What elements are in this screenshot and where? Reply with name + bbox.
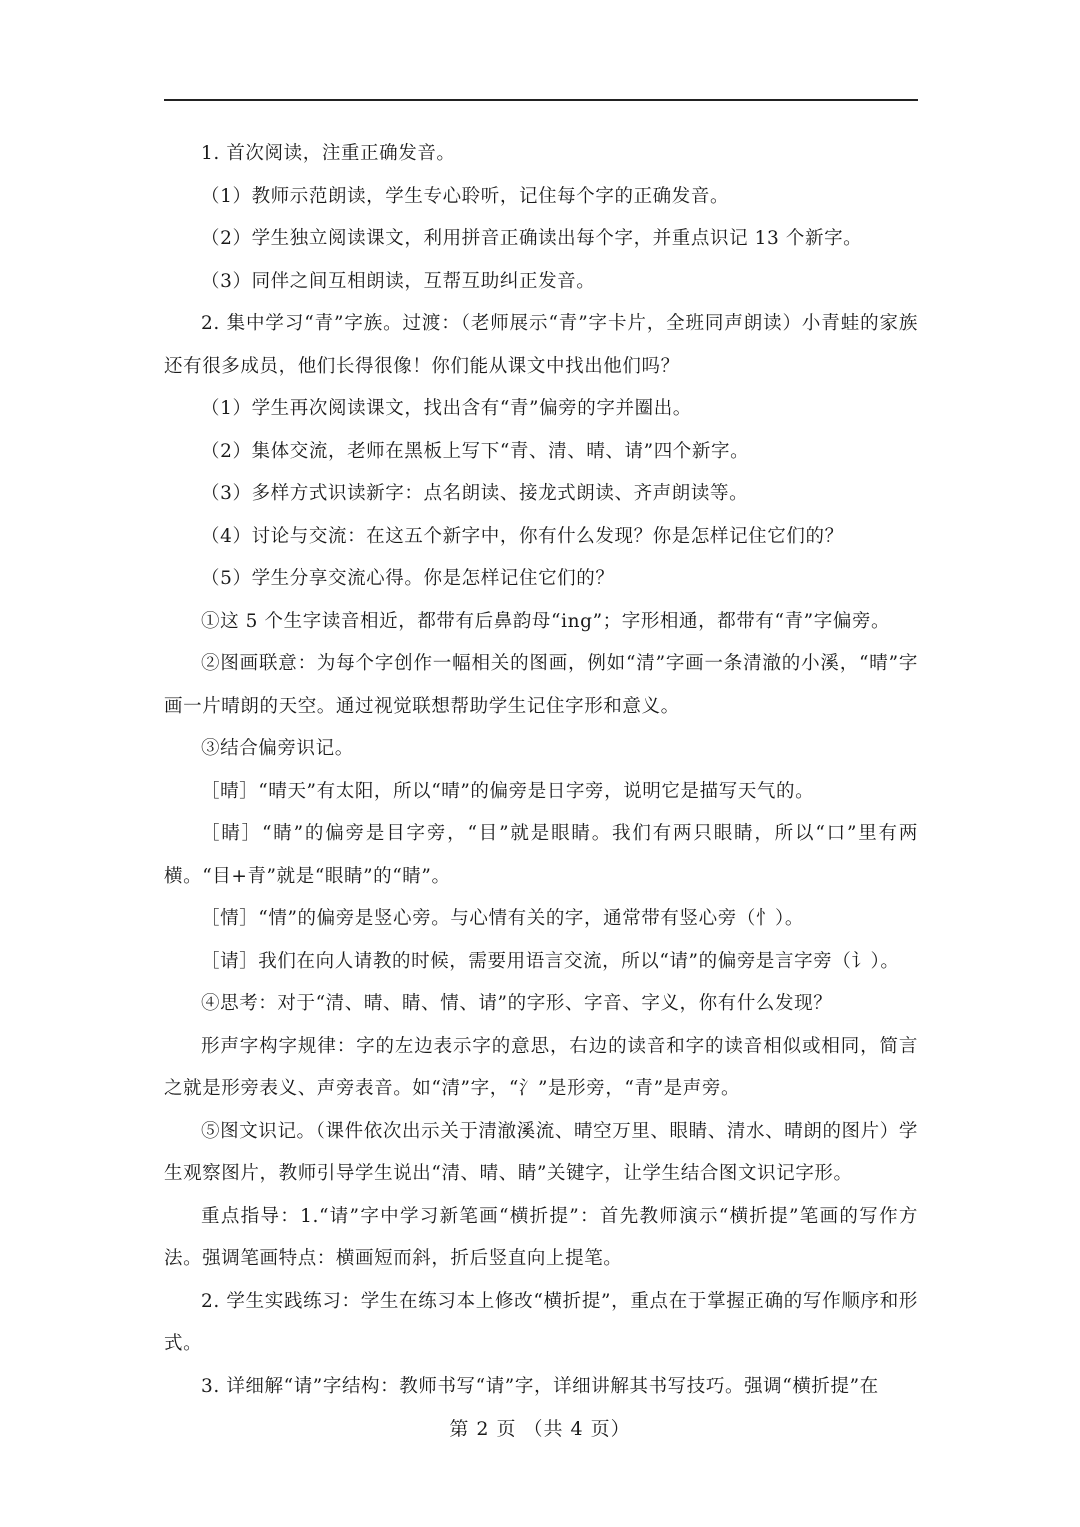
paragraph: （2）学生独立阅读课文，利用拼音正确读出每个字，并重点识记 13 个新字。: [201, 228, 863, 249]
paragraph: ［请］我们在向人请教的时候，需要用语言交流，所以“请”的偏旁是言字旁（讠）。: [201, 950, 900, 972]
paragraph: ②图画联意：为每个字创作一幅相关的图画，例如“清”字画一条清澈的小溪，“晴”字画一片晴朗的天空。通过视觉联想帮助学生记住字形和意义。: [164, 653, 918, 717]
paragraph: （4）讨论与交流：在这五个新字中，你有什么发现？你是怎样记住它们的？: [201, 525, 844, 547]
paragraph: （2）集体交流，老师在黑板上写下“青、清、晴、请”四个新字。: [201, 440, 750, 462]
paragraph: 1. 首次阅读，注重正确发音。: [201, 143, 456, 164]
paragraph: ⑤图文识记。（课件依次出示关于清澈溪流、晴空万里、眼睛、清水、晴朗的图片）学生观察图片，教师引导学生说出“清、晴、睛”关键字，让学生结合图文识记字形。: [164, 1120, 918, 1184]
paragraph: 重点指导：1.“请”字中学习新笔画“横折提”：首先教师演示“横折提”笔画的写作方法。强调笔画特点：横画短而斜，折后竖直向上提笔。: [164, 1205, 918, 1269]
document-body: [164, 133, 918, 1408]
paragraph: ④思考：对于“清、晴、睛、情、请”的字形、字音、字义，你有什么发现？: [201, 993, 833, 1014]
paragraph: 2. 学生实践练习：学生在练习本上修改“横折提”，重点在于掌握正确的写作顺序和形式。: [164, 1290, 918, 1354]
paragraph: （1）教师示范朗读，学生专心聆听，记住每个字的正确发音。: [201, 185, 730, 207]
header-rule: [164, 99, 918, 101]
paragraph: ［晴］“晴天”有太阳，所以“晴”的偏旁是日字旁，说明它是描写天气的。: [201, 780, 815, 802]
paragraph: （3）多样方式识读新字：点名朗读、接龙式朗读、齐声朗读等。: [201, 483, 749, 504]
paragraph: 2. 集中学习“青”字族。过渡：（老师展示“青”字卡片，全班同声朗读）小青蛙的家族还有很多成员，他们长得很像！你们能从课文中找出他们吗？: [164, 313, 918, 377]
paragraph: ③结合偏旁识记。: [201, 738, 354, 759]
paragraph: （1）学生再次阅读课文，找出含有“青”偏旁的字并圈出。: [201, 398, 692, 419]
paragraph: ［情］“情”的偏旁是竖心旁。与心情有关的字，通常带有竖心旁（忄）。: [201, 908, 804, 929]
paragraph: ①这 5 个生字读音相近，都带有后鼻韵母“ing”；字形相通，都带有“青”字偏旁。: [201, 610, 891, 632]
paragraph: ［睛］“睛”的偏旁是目字旁，“目”就是眼睛。我们有两只眼睛，所以“口”里有两横。“目+青”就是“眼睛”的“睛”。: [164, 823, 918, 887]
paragraph: （5）学生分享交流心得。你是怎样记住它们的？: [201, 568, 615, 589]
paragraph: 3. 详细解“请”字结构：教师书写“请”字，详细讲解其书写技巧。强调“横折提”在: [201, 1375, 879, 1397]
paragraph: 形声字构字规律：字的左边表示字的意思，右边的读音和字的读音相似或相同，简言之就是形旁表义、声旁表音。如“清”字，“氵”是形旁，“青”是声旁。: [164, 1035, 918, 1099]
page-footer: 第 2 页 （共 4 页）: [449, 1418, 631, 1440]
paragraph: （3）同伴之间互相朗读，互帮互助纠正发音。: [201, 270, 596, 292]
